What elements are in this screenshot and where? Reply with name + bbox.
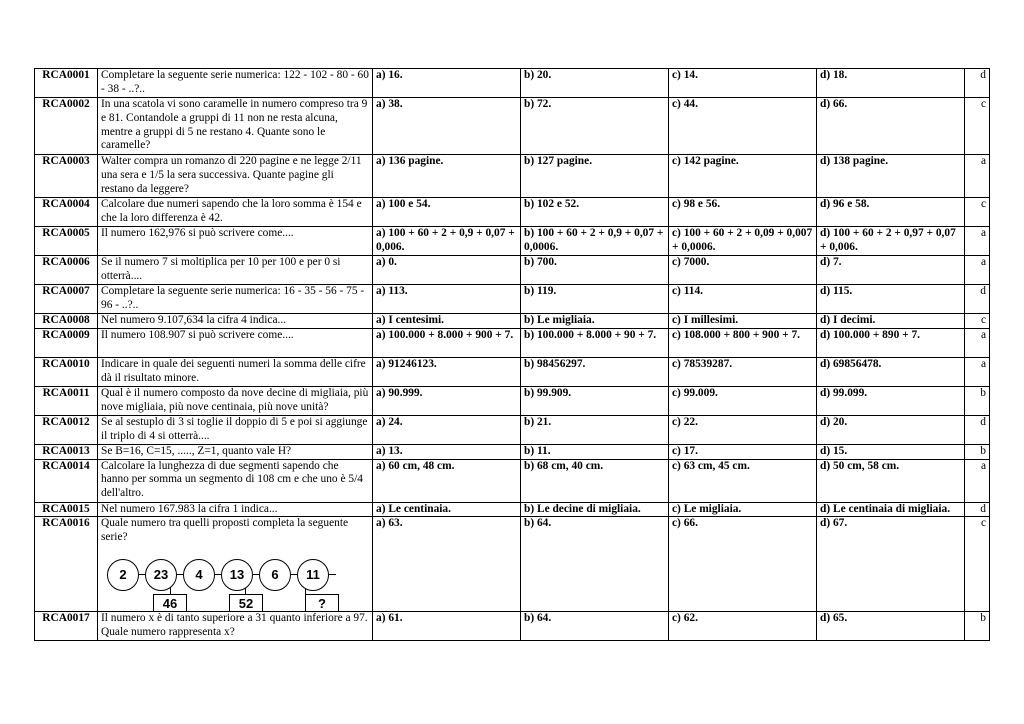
option-d-text: d) 66. <box>820 98 848 110</box>
option-a-text: a) 13. <box>376 444 403 457</box>
option-a <box>373 227 521 256</box>
option-c-text: c) 22. <box>672 415 698 428</box>
option-d <box>817 328 965 357</box>
option-b <box>521 415 669 444</box>
option-c <box>669 517 817 612</box>
option-c <box>669 69 817 98</box>
option-a-text: a) 16. <box>376 69 403 81</box>
question-text-text: In una scatola vi sono caramelle in numero compreso tra 9 e 81. Contandole a gruppi di 11 non ne resta alcuna, mentre a gruppi di 5 ne restano 4. Quante sono le caramelle? <box>101 98 368 152</box>
question-code-text: RCA0017 <box>42 611 90 624</box>
answer-key-text: d <box>980 415 986 428</box>
question-code <box>35 314 98 329</box>
option-c-text: c) 7000. <box>672 256 710 268</box>
question-text-text: Completare la seguente serie numerica: 16 - 35 - 56 - 75 - 96 - ..?.. <box>101 285 365 311</box>
question-code-text: RCA0012 <box>42 415 90 428</box>
option-d-text: d) 100.000 + 890 + 7. <box>820 328 920 341</box>
answer-key <box>965 357 990 386</box>
question-text <box>98 357 373 386</box>
question-code-text: RCA0015 <box>42 502 90 515</box>
question-text-text: Nel numero 167.983 la cifra 1 indica... <box>101 502 278 515</box>
table-row <box>35 517 990 612</box>
question-text-text: Il numero x è di tanto superiore a 31 quanto inferiore a 97. Quale numero rappresenta x? <box>101 611 368 638</box>
question-code <box>35 386 98 415</box>
series-circle: 13 <box>221 559 253 591</box>
answer-key <box>965 285 990 314</box>
answer-key <box>965 198 990 227</box>
series-box: 46 <box>153 594 187 612</box>
answer-key <box>965 314 990 329</box>
option-d-text: d) 15. <box>820 444 848 457</box>
question-text-text: Indicare in quale dei seguenti numeri la somma delle cifre dà il risultato minore. <box>101 357 366 384</box>
option-d-text: d) Le centinaia di migliaia. <box>820 502 951 515</box>
option-b <box>521 611 669 640</box>
answer-key <box>965 502 990 517</box>
question-text-text: Il numero 108.907 si può scrivere come.... <box>101 328 294 341</box>
option-d <box>817 98 965 155</box>
question-code <box>35 357 98 386</box>
question-code <box>35 611 98 640</box>
option-a <box>373 198 521 227</box>
option-c <box>669 328 817 357</box>
option-b <box>521 285 669 314</box>
answer-key-text: d <box>980 502 986 515</box>
option-c-text: c) 14. <box>672 69 698 81</box>
option-b <box>521 328 669 357</box>
question-code-text: RCA0007 <box>42 285 90 297</box>
question-code-text: RCA0003 <box>42 155 90 167</box>
option-d <box>817 444 965 459</box>
option-c-text: c) 44. <box>672 98 698 110</box>
answer-key-text: d <box>980 69 986 81</box>
table-row <box>35 415 990 444</box>
option-d <box>817 314 965 329</box>
option-a-text: a) 136 pagine. <box>376 155 444 167</box>
option-d <box>817 386 965 415</box>
option-c-text: c) Le migliaia. <box>672 502 742 515</box>
question-code-text: RCA0016 <box>42 517 90 530</box>
option-c-text: c) I millesimi. <box>672 314 739 326</box>
question-code-text: RCA0008 <box>42 314 90 326</box>
option-d-text: d) 69856478. <box>820 357 882 370</box>
question-code-text: RCA0011 <box>42 386 90 399</box>
question-text <box>98 459 373 502</box>
question-code-text: RCA0013 <box>42 444 90 457</box>
question-code <box>35 415 98 444</box>
question-text-text: Walter compra un romanzo di 220 pagine e ne legge 2/11 una sera e 1/5 la sera successiva. Quante pagine gli restano da leggere? <box>101 155 362 195</box>
option-c <box>669 415 817 444</box>
option-b <box>521 256 669 285</box>
option-b-text: b) 99.909. <box>524 386 572 399</box>
option-c-text: c) 62. <box>672 611 698 624</box>
option-b-text: b) Le migliaia. <box>524 314 595 326</box>
option-d <box>817 611 965 640</box>
answer-key-text: a <box>980 227 986 239</box>
option-a-text: a) 91246123. <box>376 357 437 370</box>
option-b-text: b) 98456297. <box>524 357 586 370</box>
question-code <box>35 502 98 517</box>
question-code-text: RCA0002 <box>42 98 90 110</box>
answer-key <box>965 517 990 612</box>
answer-key <box>965 415 990 444</box>
option-c <box>669 227 817 256</box>
option-a-text: a) 24. <box>376 415 403 428</box>
option-d-text: d) 96 e 58. <box>820 198 870 210</box>
series-box: ? <box>305 594 339 612</box>
question-text <box>98 198 373 227</box>
question-text-text: Se al sestuplo di 3 si toglie il doppio di 5 e poi si aggiunge il triplo di 4 si otterrà.... <box>101 415 368 442</box>
option-b-text: b) 100 + 60 + 2 + 0,9 + 0,07 + 0,0006. <box>524 227 664 253</box>
option-a <box>373 611 521 640</box>
option-d <box>817 517 965 612</box>
option-d <box>817 69 965 98</box>
option-a-text: a) I centesimi. <box>376 314 445 326</box>
option-d-text: d) 67. <box>820 517 848 530</box>
option-a-text: a) 63. <box>376 517 403 530</box>
option-d <box>817 227 965 256</box>
option-a <box>373 256 521 285</box>
series-circle: 4 <box>183 559 215 591</box>
option-d <box>817 459 965 502</box>
option-c <box>669 155 817 198</box>
option-b-text: b) 100.000 + 8.000 + 90 + 7. <box>524 328 657 341</box>
option-a <box>373 285 521 314</box>
question-text <box>98 227 373 256</box>
option-d-text: d) 99.099. <box>820 386 868 399</box>
option-a-text: a) 60 cm, 48 cm. <box>376 459 455 472</box>
option-b <box>521 386 669 415</box>
answer-key <box>965 444 990 459</box>
table-row <box>35 459 990 502</box>
table-row <box>35 256 990 285</box>
option-b-text: b) 102 e 52. <box>524 198 580 210</box>
option-b <box>521 227 669 256</box>
option-b-text: b) 11. <box>524 444 551 457</box>
question-code <box>35 517 98 612</box>
question-code-text: RCA0006 <box>42 256 90 268</box>
question-code <box>35 198 98 227</box>
option-a-text: a) 113. <box>376 285 408 297</box>
option-c-text: c) 114. <box>672 285 704 297</box>
option-d-text: d) 18. <box>820 69 848 81</box>
option-a-text: a) Le centinaia. <box>376 502 451 515</box>
option-c <box>669 314 817 329</box>
option-c <box>669 285 817 314</box>
option-b-text: b) 64. <box>524 611 552 624</box>
option-b <box>521 517 669 612</box>
table-row <box>35 611 990 640</box>
question-text <box>98 328 373 357</box>
option-d-text: d) 7. <box>820 256 842 268</box>
question-text-text: Nel numero 9.107,634 la cifra 4 indica... <box>101 314 287 326</box>
series-figure <box>101 547 369 611</box>
table-row <box>35 285 990 314</box>
option-c-text: c) 108.000 + 800 + 900 + 7. <box>672 328 800 341</box>
question-code-text: RCA0014 <box>42 459 90 472</box>
question-text <box>98 314 373 329</box>
answer-key <box>965 69 990 98</box>
option-d <box>817 415 965 444</box>
question-text-text: Calcolare due numeri sapendo che la loro somma è 154 e che la loro differenza è 42. <box>101 198 362 224</box>
table-row <box>35 314 990 329</box>
option-a-text: a) 90.999. <box>376 386 423 399</box>
option-a <box>373 69 521 98</box>
question-code-text: RCA0001 <box>42 69 90 81</box>
quiz-table <box>34 68 990 641</box>
answer-key <box>965 98 990 155</box>
answer-key-text: b <box>980 444 986 457</box>
question-code <box>35 69 98 98</box>
option-d-text: d) I decimi. <box>820 314 876 326</box>
question-text <box>98 98 373 155</box>
question-code <box>35 98 98 155</box>
table-row <box>35 502 990 517</box>
option-c-text: c) 63 cm, 45 cm. <box>672 459 750 472</box>
answer-key-text: a <box>980 357 986 370</box>
question-text <box>98 69 373 98</box>
question-text <box>98 256 373 285</box>
option-c-text: c) 142 pagine. <box>672 155 739 167</box>
option-d-text: d) 100 + 60 + 2 + 0,97 + 0,07 + 0,006. <box>820 227 956 253</box>
option-a-text: a) 100 + 60 + 2 + 0,9 + 0,07 + 0,006. <box>376 227 515 253</box>
option-b-text: b) 119. <box>524 285 557 297</box>
option-a-text: a) 100.000 + 8.000 + 900 + 7. <box>376 328 514 341</box>
option-b <box>521 444 669 459</box>
question-text <box>98 386 373 415</box>
question-text <box>98 415 373 444</box>
option-b-text: b) 20. <box>524 69 552 81</box>
option-a <box>373 459 521 502</box>
option-d <box>817 357 965 386</box>
answer-key-text: c <box>980 98 986 110</box>
answer-key-text: c <box>980 314 986 326</box>
series-circle: 2 <box>107 559 139 591</box>
option-b-text: b) 68 cm, 40 cm. <box>524 459 604 472</box>
question-text <box>98 611 373 640</box>
option-d <box>817 285 965 314</box>
question-code-text: RCA0004 <box>42 198 90 210</box>
option-a-text: a) 0. <box>376 256 397 268</box>
option-b-text: b) 127 pagine. <box>524 155 593 167</box>
option-c-text: c) 100 + 60 + 2 + 0,09 + 0,007 + 0,0006. <box>672 227 813 253</box>
answer-key-text: b <box>980 611 986 624</box>
answer-key <box>965 155 990 198</box>
option-c <box>669 611 817 640</box>
option-b-text: b) 700. <box>524 256 557 268</box>
question-code-text: RCA0005 <box>42 227 90 239</box>
option-c-text: c) 99.009. <box>672 386 718 399</box>
option-d <box>817 256 965 285</box>
option-a <box>373 98 521 155</box>
option-a-text: a) 61. <box>376 611 403 624</box>
question-text <box>98 285 373 314</box>
option-a <box>373 155 521 198</box>
question-code-text: RCA0009 <box>42 328 90 341</box>
series-circle: 23 <box>145 559 177 591</box>
answer-key <box>965 386 990 415</box>
answer-key-text: d <box>980 285 986 297</box>
table-row <box>35 98 990 155</box>
option-c <box>669 256 817 285</box>
option-d-text: d) 65. <box>820 611 848 624</box>
table-row <box>35 357 990 386</box>
option-c-text: c) 78539287. <box>672 357 733 370</box>
option-d-text: d) 138 pagine. <box>820 155 889 167</box>
question-text-text: Qual è il numero composto da nove decine di migliaia, più nove migliaia, più nove centinaia, più nove unità? <box>101 386 369 413</box>
option-b <box>521 69 669 98</box>
option-c <box>669 444 817 459</box>
option-d-text: d) 115. <box>820 285 853 297</box>
question-code-text: RCA0010 <box>42 357 90 370</box>
question-text <box>98 517 373 612</box>
question-code <box>35 285 98 314</box>
option-c <box>669 98 817 155</box>
option-c <box>669 459 817 502</box>
option-c-text: c) 66. <box>672 517 698 530</box>
option-b-text: b) 72. <box>524 98 552 110</box>
option-c-text: c) 98 e 56. <box>672 198 721 210</box>
option-c <box>669 386 817 415</box>
answer-key-text: a <box>980 459 986 472</box>
option-d <box>817 502 965 517</box>
answer-key-text: b <box>980 386 986 399</box>
option-d-text: d) 20. <box>820 415 848 428</box>
answer-key <box>965 459 990 502</box>
option-a <box>373 328 521 357</box>
option-d-text: d) 50 cm, 58 cm. <box>820 459 900 472</box>
question-text-text: Se B=16, C=15, ....., Z=1, quanto vale H? <box>101 444 292 457</box>
series-circle: 11 <box>297 559 329 591</box>
question-code <box>35 256 98 285</box>
option-b <box>521 155 669 198</box>
option-a <box>373 314 521 329</box>
option-c <box>669 357 817 386</box>
table-row <box>35 198 990 227</box>
option-a <box>373 502 521 517</box>
option-b <box>521 314 669 329</box>
answer-key <box>965 611 990 640</box>
answer-key-text: a <box>980 155 986 167</box>
option-b <box>521 98 669 155</box>
answer-key-text: c <box>980 517 986 530</box>
table-row <box>35 69 990 98</box>
series-circle: 6 <box>259 559 291 591</box>
option-a-text: a) 100 e 54. <box>376 198 431 210</box>
question-text-text: Se il numero 7 si moltiplica per 10 per 100 e per 0 si otterrà.... <box>101 256 341 282</box>
question-code <box>35 459 98 502</box>
question-code <box>35 227 98 256</box>
answer-key <box>965 227 990 256</box>
option-a-text: a) 38. <box>376 98 403 110</box>
table-row <box>35 328 990 357</box>
answer-key-text: a <box>980 328 986 341</box>
option-c <box>669 198 817 227</box>
question-code <box>35 444 98 459</box>
question-text <box>98 155 373 198</box>
answer-key-text: c <box>980 198 986 210</box>
question-text-text: Completare la seguente serie numerica: 122 - 102 - 80 - 60 - 38 - ..?.. <box>101 69 369 95</box>
answer-key <box>965 328 990 357</box>
question-text-text: Il numero 162,976 si può scrivere come.... <box>101 227 294 239</box>
option-b-text: b) 21. <box>524 415 552 428</box>
option-d <box>817 155 965 198</box>
option-a <box>373 386 521 415</box>
option-b <box>521 502 669 517</box>
option-c-text: c) 17. <box>672 444 698 457</box>
option-c <box>669 502 817 517</box>
option-b-text: b) 64. <box>524 517 552 530</box>
question-text <box>98 444 373 459</box>
series-box: 52 <box>229 594 263 612</box>
table-row <box>35 155 990 198</box>
table-row <box>35 386 990 415</box>
question-code <box>35 155 98 198</box>
answer-key <box>965 256 990 285</box>
question-text <box>98 502 373 517</box>
question-code <box>35 328 98 357</box>
option-b-text: b) Le decine di migliaia. <box>524 502 641 515</box>
option-d <box>817 198 965 227</box>
table-row <box>35 227 990 256</box>
question-text-text: Calcolare la lunghezza di due segmenti sapendo che hanno per somma un segmento di 108 cm e che uno è 5/4 dell'altro. <box>101 459 363 500</box>
answer-key-text: a <box>980 256 986 268</box>
option-b <box>521 198 669 227</box>
table-row <box>35 444 990 459</box>
option-a <box>373 517 521 612</box>
option-b <box>521 357 669 386</box>
option-a <box>373 357 521 386</box>
question-text-text: Quale numero tra quelli proposti completa la seguente serie? <box>101 517 349 544</box>
option-a <box>373 444 521 459</box>
option-b <box>521 459 669 502</box>
option-a <box>373 415 521 444</box>
